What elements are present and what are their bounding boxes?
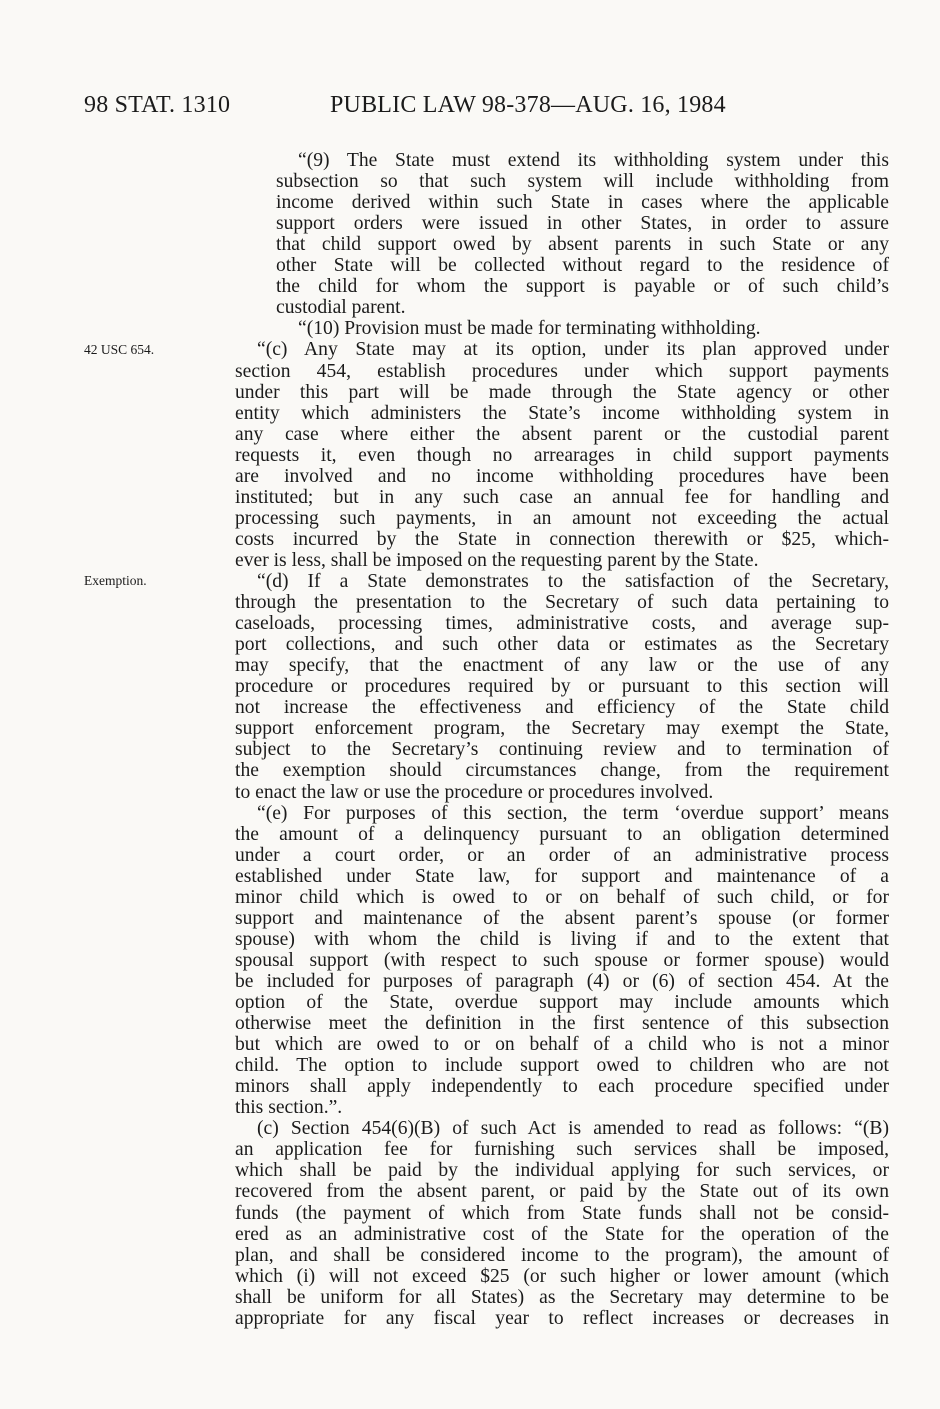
text-line: under a court order, or an order of an administrative process bbox=[235, 844, 889, 866]
text-line: not increase the effectiveness and efficiency of the State child bbox=[235, 697, 889, 719]
text-line: “(10) Provision must be made for terminating withholding. bbox=[298, 318, 761, 340]
text-line: requests it, even though no arrearages in child support payments bbox=[235, 444, 889, 466]
text-line: section 454, establish procedures under which support payments bbox=[235, 360, 889, 382]
text-line: this section.”. bbox=[235, 1097, 343, 1119]
text-line: that child support owed by absent parents in such State or any bbox=[276, 234, 889, 256]
text-line: processing such payments, in an amount not exceeding the actual bbox=[235, 507, 889, 529]
text-line: shall be uniform for all States) as the Secretary may determine to be bbox=[235, 1286, 889, 1308]
text-line: be included for purposes of paragraph (4) or (6) of section 454. At the bbox=[235, 970, 889, 992]
text-line: instituted; but in any such case an annual fee for handling and bbox=[235, 486, 889, 508]
text-line: “(c) Any State may at its option, under its plan approved under bbox=[257, 339, 889, 361]
text-line: the exemption should circumstances change, from the requirement bbox=[235, 760, 889, 782]
text-line: through the presentation to the Secretary of such data pertaining to bbox=[235, 592, 889, 614]
text-line: otherwise meet the definition in the first sentence of this subsection bbox=[235, 1013, 889, 1035]
text-line: option of the State, overdue support may include amounts which bbox=[235, 992, 889, 1013]
text-line: but which are owed to or on behalf of a child who is not a minor bbox=[235, 1034, 889, 1056]
text-line: support orders were issued in other States, in order to assure bbox=[276, 213, 889, 235]
text-line: established under State law, for support and maintenance of a bbox=[235, 865, 889, 887]
text-line: port collections, and such other data or estimates as the Secretary bbox=[235, 634, 889, 656]
margin-note-usc: 42 USC 654. bbox=[84, 342, 155, 357]
text-line: the amount of a delinquency pursuant to an obligation determined bbox=[235, 823, 889, 845]
text-line: which (i) will not exceed $25 (or such higher or lower amount (which bbox=[235, 1265, 889, 1287]
stat-reference: 98 STAT. 1310 bbox=[84, 92, 231, 118]
text-line: custodial parent. bbox=[276, 297, 406, 319]
text-line: child. The option to include support owed to children who are not bbox=[235, 1055, 889, 1077]
text-line: “(e) For purposes of this section, the term ‘overdue support’ means bbox=[257, 802, 889, 824]
text-line: income derived within such State in cases where the applicable bbox=[276, 192, 889, 214]
text-line: spouse) with whom the child is living if and to the extent that bbox=[235, 928, 889, 950]
text-line: appropriate for any fiscal year to reflect increases or decreases in bbox=[235, 1307, 889, 1329]
text-line: support and maintenance of the absent parent’s spouse (or former bbox=[235, 907, 889, 929]
text-line: other State will be collected without regard to the residence of bbox=[276, 255, 889, 277]
text-line: costs incurred by the State in connection therewith or $25, which- bbox=[235, 528, 889, 550]
text-line: procedure or procedures required by or pursuant to this section will bbox=[235, 676, 889, 698]
text-line: under this part will be made through the State agency or other bbox=[235, 381, 889, 403]
text-line: spousal support (with respect to such spouse or former spouse) would bbox=[235, 949, 889, 971]
text-line: which shall be paid by the individual applying for such services, or bbox=[235, 1160, 889, 1182]
text-line: subsection so that such system will include withholding from bbox=[276, 171, 889, 193]
text-line: minor child which is owed to or on behalf of such child, or for bbox=[235, 886, 889, 908]
text-line: “(9) The State must extend its withholding system under this bbox=[298, 150, 889, 171]
margin-note-exemption: Exemption. bbox=[84, 573, 147, 588]
text-line: (c) Section 454(6)(B) of such Act is amended to read as follows: “(B) bbox=[257, 1118, 889, 1140]
text-line: ever is less, shall be imposed on the requesting parent by the State. bbox=[235, 549, 759, 571]
text-line: plan, and shall be considered income to the program), the amount of bbox=[235, 1244, 889, 1266]
text-line: an application fee for furnishing such services shall be imposed, bbox=[235, 1139, 889, 1161]
text-line: any case where either the absent parent or the custodial parent bbox=[235, 423, 889, 445]
text-line: subject to the Secretary’s continuing review and to termination of bbox=[235, 739, 889, 761]
text-line: caseloads, processing times, administrative costs, and average sup- bbox=[235, 613, 889, 635]
text-line: to enact the law or use the procedure or procedures involved. bbox=[235, 781, 714, 803]
text-line: entity which administers the State’s income withholding system in bbox=[235, 402, 889, 424]
text-line: the child for whom the support is payable or of such child’s bbox=[276, 276, 889, 298]
text-line: recovered from the absent parent, or paid by the State out of its own bbox=[235, 1181, 889, 1203]
text-line: “(d) If a State demonstrates to the satisfaction of the Secretary, bbox=[257, 571, 889, 592]
text-line: minors shall apply independently to each procedure specified under bbox=[235, 1076, 889, 1098]
text-line: are involved and no income withholding procedures have been bbox=[235, 465, 889, 487]
text-line: support enforcement program, the Secretary may exempt the State, bbox=[235, 718, 889, 740]
page-title: PUBLIC LAW 98-378—AUG. 16, 1984 bbox=[330, 92, 726, 118]
text-line: funds (the payment of which from State funds shall not be consid- bbox=[235, 1202, 889, 1224]
text-line: may specify, that the enactment of any law or the use of any bbox=[235, 655, 889, 677]
text-line: ered as an administrative cost of the State for the operation of the bbox=[235, 1223, 889, 1245]
